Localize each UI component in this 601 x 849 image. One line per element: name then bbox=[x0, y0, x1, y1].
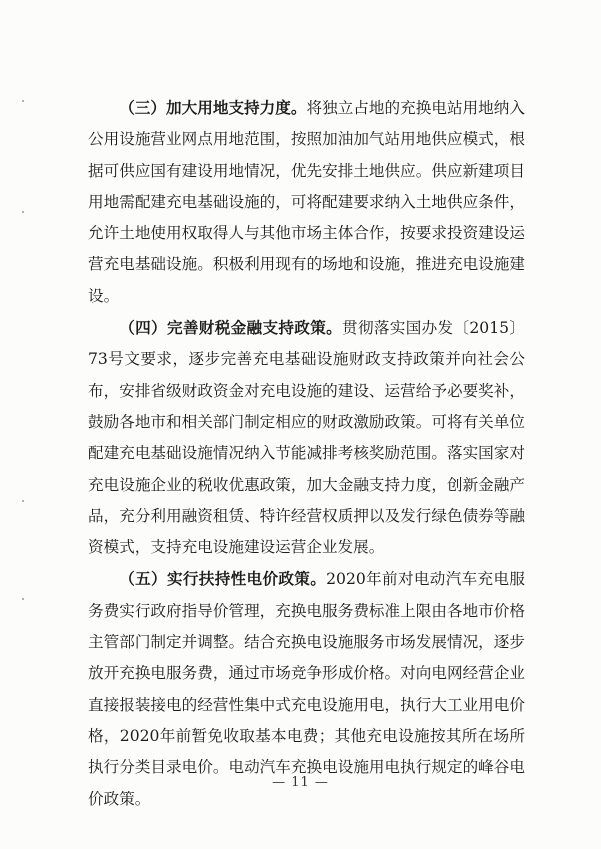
paragraph-body: 将独立占地的充换电站用地纳入公用设施营业网点用地范围，按照加油加气站用地供应模式，根据可供应国有建设用地情况，优先安排土地供应。供应新建项目用地需配建充电基础设施的，可将配建要求纳入土地供应条件，允许土地使用权取得人与其他市场主体合作，按要求投资建设运营充电基础设施。积极利用现有的场地和设施，推进充电设施建设。 bbox=[88, 99, 525, 305]
paragraph-heading: （四）完善财税金融支持政策。 bbox=[119, 318, 343, 338]
scan-speck bbox=[22, 598, 24, 600]
paragraph-land-support bbox=[88, 92, 525, 312]
scan-speck bbox=[22, 500, 24, 502]
body-text bbox=[88, 92, 525, 815]
scan-speck bbox=[22, 100, 24, 102]
page-number: — 11 — bbox=[272, 775, 329, 790]
scan-speck bbox=[22, 211, 24, 213]
paragraph-heading: （三）加大用地支持力度。 bbox=[119, 98, 307, 117]
paragraph-body: 2020年前对电动汽车充电服务费实行政府指导价管理，充换电服务费标准上限由各地市价格主管部门制定并调整。结合充换电设施服务市场发展情况，逐步放开充换电服务费，通过市场竞争形成价格。对向电网经营企业直接报装接电的经营性集中式充电设施用电，执行大工业用电价格，2020年前暂免收取基本电费；其他充电设施按其所在场所执行分类目录电价。电动汽车充换电设施用电执行规定的峰谷电价政策。 bbox=[88, 570, 525, 808]
paragraph-finance-policy bbox=[88, 312, 525, 563]
paragraph-body: 贯彻落实国办发〔2015〕73号文要求，逐步完善充电基础设施财政支持政策并向社会公布，安排省级财政资金对充电设施的建设、运营给予必要奖补，鼓励各地市和相关部门制定相应的财政激励政策。可将有关单位配建充电基础设施情况纳入节能减排考核奖励范围。落实国家对充电设施企业的税收优惠政策，加大金融支持力度，创新金融产品，充分利用融资租赁、特许经营权质押以及发行绿色债券等融资模式，支持充电设施建设运营企业发展。 bbox=[88, 319, 525, 557]
paragraph-heading: （五）实行扶持性电价政策。 bbox=[119, 569, 327, 589]
